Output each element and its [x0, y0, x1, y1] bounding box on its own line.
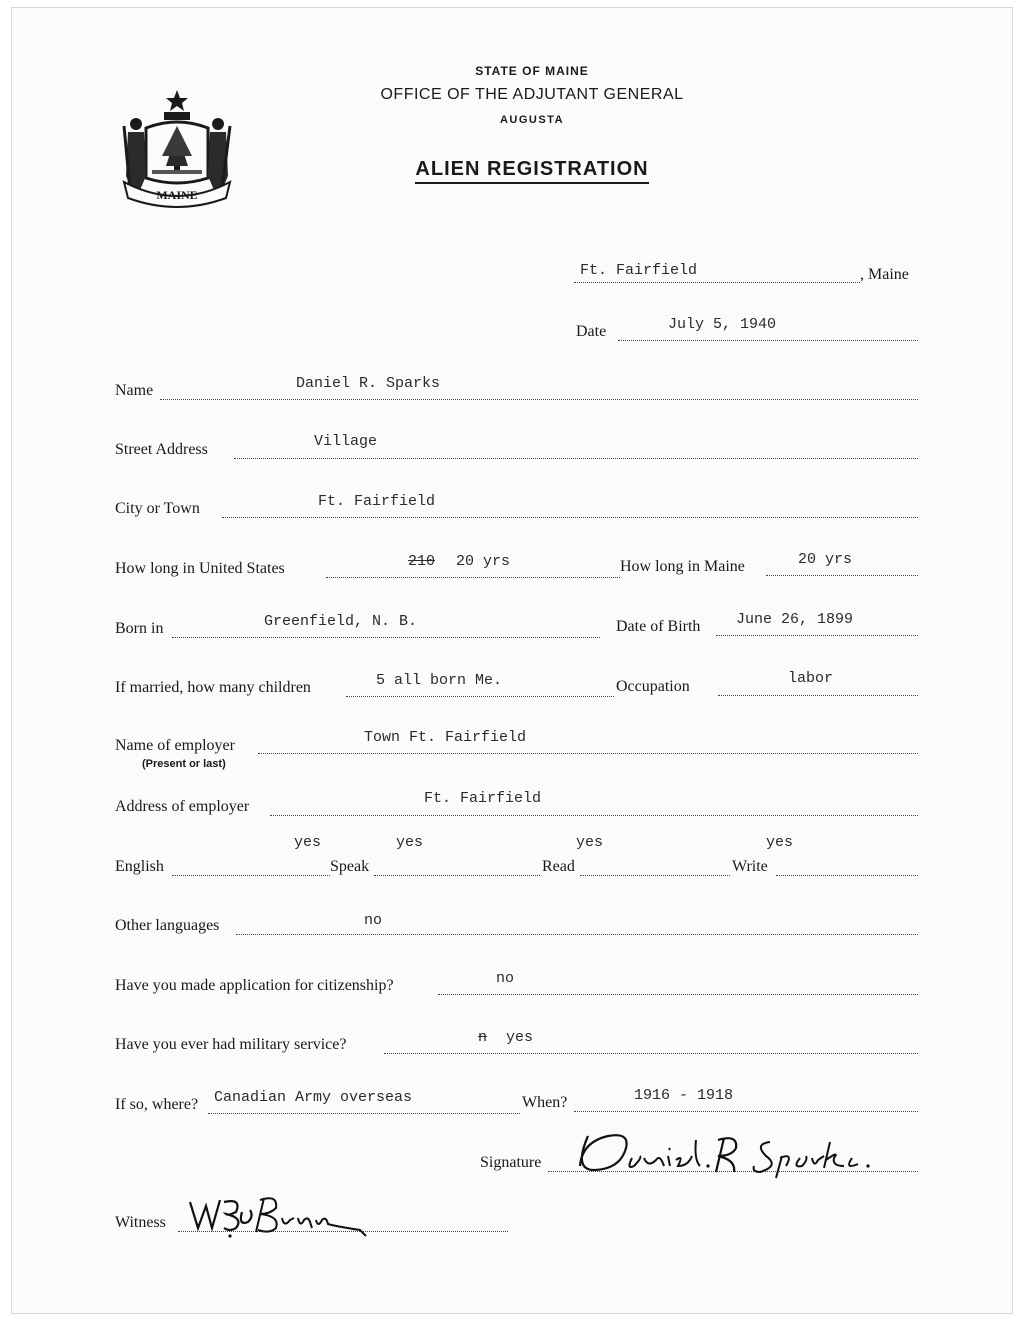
employer-address-label: Address of employer	[115, 798, 250, 815]
employer-label: Name of employer	[115, 737, 235, 754]
read-value: yes	[576, 834, 604, 851]
born-label: Born in	[115, 620, 164, 637]
town-line	[574, 282, 860, 283]
english-value: yes	[294, 834, 322, 851]
witness-signature-handwriting	[184, 1188, 374, 1240]
speak-line	[374, 875, 540, 876]
where-label: If so, where?	[115, 1096, 199, 1113]
military-line	[384, 1053, 918, 1054]
born-line	[172, 637, 600, 638]
where-value: Canadian Army overseas	[214, 1089, 413, 1106]
form-title: ALIEN REGISTRATION	[12, 158, 1024, 181]
name-line	[160, 399, 918, 400]
us-duration-line	[326, 577, 620, 578]
when-label: When?	[522, 1094, 568, 1111]
employer-value: Town Ft. Fairfield	[364, 729, 527, 746]
state-heading: STATE OF MAINE	[475, 64, 589, 78]
citizenship-line	[438, 994, 918, 995]
alien-registration-form	[12, 8, 1012, 1313]
us-duration-value: 20 yrs	[456, 553, 511, 570]
where-line	[208, 1113, 520, 1114]
date-label: Date	[576, 323, 607, 340]
occupation-label: Occupation	[616, 678, 690, 695]
city-line	[222, 517, 918, 518]
other-languages-value: no	[364, 912, 383, 929]
maine-duration-line	[766, 575, 918, 576]
us-duration-label: How long in United States	[115, 560, 285, 577]
us-duration-struck: 210	[408, 553, 436, 570]
city-heading: AUGUSTA	[499, 114, 565, 126]
maine-state-seal-icon	[116, 86, 238, 210]
english-line	[172, 875, 330, 876]
children-value: 5 all born Me.	[376, 672, 503, 689]
city-value: Ft. Fairfield	[318, 493, 436, 510]
name-value: Daniel R. Sparks	[296, 375, 441, 392]
dob-line	[716, 635, 918, 636]
citizenship-value: no	[496, 970, 515, 987]
military-value: yes	[506, 1029, 534, 1046]
write-line	[776, 875, 918, 876]
other-languages-line	[236, 934, 918, 935]
employer-address-value: Ft. Fairfield	[424, 790, 542, 807]
dob-label: Date of Birth	[616, 618, 701, 635]
maine-duration-label: How long in Maine	[620, 558, 745, 575]
born-value: Greenfield, N. B.	[264, 613, 418, 630]
office-heading: OFFICE OF THE ADJUTANT GENERAL	[380, 86, 684, 103]
speak-label: Speak	[330, 858, 370, 875]
children-label: If married, how many children	[115, 679, 311, 696]
occupation-value: labor	[788, 670, 834, 687]
english-label: English	[115, 858, 164, 875]
children-line	[346, 696, 614, 697]
read-label: Read	[542, 858, 575, 875]
name-label: Name	[115, 382, 154, 399]
citizenship-label: Have you made application for citizenship?	[115, 977, 394, 994]
town-value: Ft. Fairfield	[580, 262, 698, 279]
when-line	[574, 1111, 918, 1112]
dob-value: June 26, 1899	[736, 611, 854, 628]
other-languages-label: Other languages	[115, 917, 220, 934]
witness-label: Witness	[115, 1214, 166, 1231]
street-label: Street Address	[115, 441, 208, 458]
when-value: 1916 - 1918	[634, 1087, 734, 1104]
street-line	[234, 458, 918, 459]
write-label: Write	[732, 858, 768, 875]
employer-line	[258, 753, 918, 754]
speak-value: yes	[396, 834, 424, 851]
write-value: yes	[766, 834, 794, 851]
date-line	[618, 340, 918, 341]
employer-sublabel: (Present or last)	[142, 758, 226, 770]
occupation-line	[718, 695, 918, 696]
signature-label: Signature	[480, 1154, 542, 1171]
military-label: Have you ever had military service?	[115, 1036, 347, 1053]
street-value: Village	[314, 433, 378, 450]
read-line	[580, 875, 730, 876]
signature-handwriting	[568, 1126, 918, 1180]
svg-text:MAINE: MAINE	[156, 188, 198, 202]
city-label: City or Town	[115, 500, 200, 517]
maine-duration-value: 20 yrs	[798, 551, 853, 568]
date-value: July 5, 1940	[668, 316, 777, 333]
maine-suffix-label: , Maine	[860, 266, 909, 283]
employer-address-line	[270, 815, 918, 816]
military-struck: n	[478, 1029, 488, 1046]
